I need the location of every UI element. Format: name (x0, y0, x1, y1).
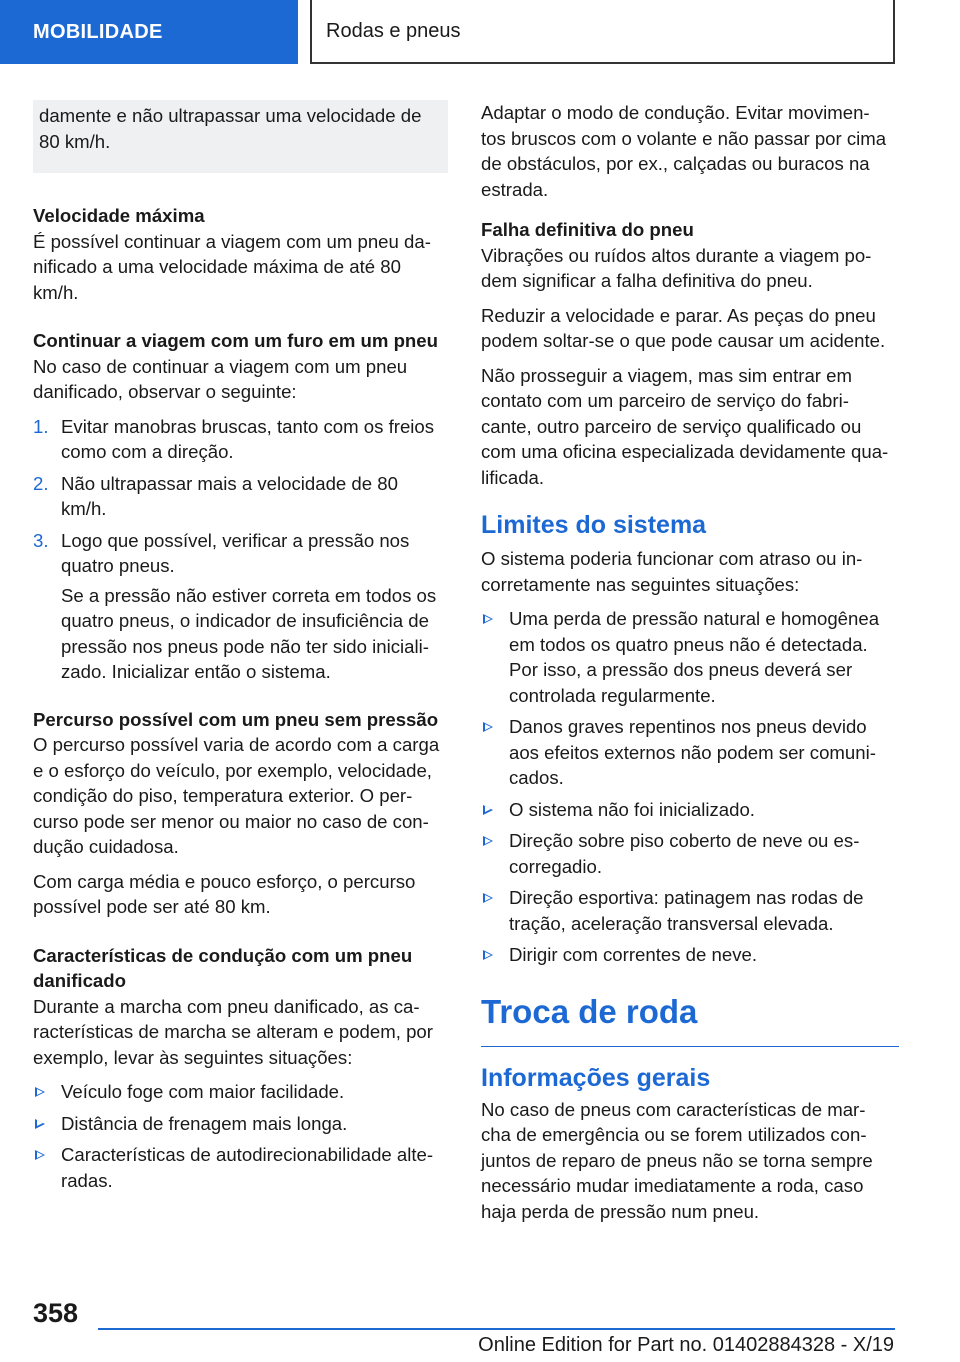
list-item: Características de autodirecionabilidade alte‐ radas. (33, 1142, 448, 1193)
list-item: Direção esportiva: patinagem nas rodas de tração, aceleração transversal elevada. (481, 885, 899, 936)
triangle-bullet-icon (483, 805, 493, 815)
failure-text: Vibrações ou ruídos altos durante a viagem po‐ dem significar a falha definitiva do pneu. (481, 244, 872, 291)
range-text: Com carga média e pouco esforço, o percurso possível pode ser até 80 km. (33, 870, 416, 917)
steps-list (33, 414, 448, 685)
step-text: Não ultrapassar mais a velocidade de 80 km/h. (61, 472, 398, 519)
section-title: Rodas e pneus (310, 0, 895, 64)
triangle-bullet-icon (35, 1119, 45, 1129)
list-item: O sistema não foi inicializado. (481, 797, 899, 823)
list-item: Distância de frenagem mais longa. (33, 1111, 448, 1137)
triangle-bullet-icon (35, 1087, 45, 1097)
list-item: Uma perda de pressão natural e homogênea em todos os quatro pneus não é detectada. Por isso, a pressão dos pneus deverá ser controlada regularmente. (481, 606, 899, 708)
intro-text: Adaptar o modo de condução. Evitar movimen‐ tos bruscos com o volante e não passar por cima de obstáculos, por ex., calçadas ou buracos na estrada. (481, 102, 887, 200)
edition-footer: Online Edition for Part no. 01402884328 - X/19 (478, 1334, 894, 1356)
failure-heading: Falha definitiva do pneu (481, 219, 694, 240)
failure-text: Reduzir a velocidade e parar. As peças do pneu podem soltar-se o que pode causar um acidente. (481, 304, 886, 351)
continue-text: No caso de continuar a viagem com um pneu danificado, observar o seguinte: (33, 355, 408, 402)
wheel-change-heading: Troca de roda (481, 992, 899, 1047)
left-column (33, 100, 448, 1201)
footer-divider (98, 1328, 895, 1330)
limits-text: O sistema poderia funcionar com atraso ou in‐ corretamente nas seguintes situações: (481, 548, 863, 595)
triangle-bullet-icon (483, 950, 493, 960)
triangle-bullet-icon (483, 836, 493, 846)
step-text: Evitar manobras bruscas, tanto com os freios como com a direção. (61, 415, 435, 462)
limits-list (481, 606, 899, 968)
list-item: Veículo foge com maior facilidade. (33, 1079, 448, 1105)
failure-text: Não prosseguir a viagem, mas sim entrar em contato com um parceiro de serviço do fabri‐ cante, outro parceiro de serviço qualificado ou com uma oficina especializada devidamente qua‐ lificada. (481, 364, 889, 488)
general-text: No caso de pneus com características de mar‐ cha de emergência ou se forem utilizados con‐ juntos de reparo de pneus não se torna sempre necessário mudar imediatamente a roda, caso haja perda de pressão num pneu. (481, 1098, 873, 1222)
limits-heading: Limites do sistema (481, 511, 707, 539)
handling-text: Durante a marcha com pneu danificado, as ca‐ racterísticas de marcha se alteram e podem, por exemplo, levar às seguintes situações: (33, 995, 433, 1068)
handling-heading: Características de condução com um pneu danificado (33, 944, 413, 991)
list-item: Direção sobre piso coberto de neve ou es‐ corregadio. (481, 828, 899, 879)
triangle-bullet-icon (35, 1150, 45, 1160)
range-text: O percurso possível varia de acordo com a carga e o esforço do veículo, por exemplo, velocidade, condição do piso, temperatura exterior. O per‐ curso pode ser menor ou maior no caso de con‐ dução cuidadosa. (33, 734, 440, 857)
speed-heading: Velocidade máxima (33, 205, 205, 226)
step-text: Logo que possível, verificar a pressão nos quatro pneus. (61, 529, 410, 576)
triangle-bullet-icon (483, 893, 493, 903)
list-item: Dirigir com correntes de neve. (481, 942, 899, 968)
right-column (481, 100, 899, 1233)
triangle-bullet-icon (483, 614, 493, 624)
triangle-bullet-icon (483, 722, 493, 732)
step-subtext: Se a pressão não estiver correta em todos os quatro pneus, o indicador de insuficiência de pressão nos pneus pode não ter sido iniciali‐ zado. Inicializar então o sistema. (61, 584, 437, 682)
handling-list (33, 1079, 448, 1193)
list-item (33, 528, 448, 685)
page-number: 358 (33, 1298, 79, 1328)
range-heading: Percurso possível com um pneu sem pressão (33, 708, 439, 730)
speed-text: É possível continuar a viagem com um pneu da‐ nificado a uma velocidade máxima de até 80 km/h. (33, 230, 431, 303)
general-heading: Informações gerais (481, 1063, 711, 1092)
list-item: Danos graves repentinos nos pneus devido aos efeitos externos não podem ser comuni‐ cados. (481, 714, 899, 791)
list-item (33, 471, 448, 522)
step-number: 3. (33, 529, 49, 551)
continue-heading: Continuar a viagem com um furo em um pneu (33, 330, 438, 351)
note-box: damente e não ultrapassar uma velocidade de 80 km/h. (33, 100, 448, 173)
step-number: 1. (33, 415, 49, 437)
chapter-tab: MOBILIDADE (0, 0, 298, 64)
list-item (33, 414, 448, 465)
step-number: 2. (33, 472, 49, 494)
